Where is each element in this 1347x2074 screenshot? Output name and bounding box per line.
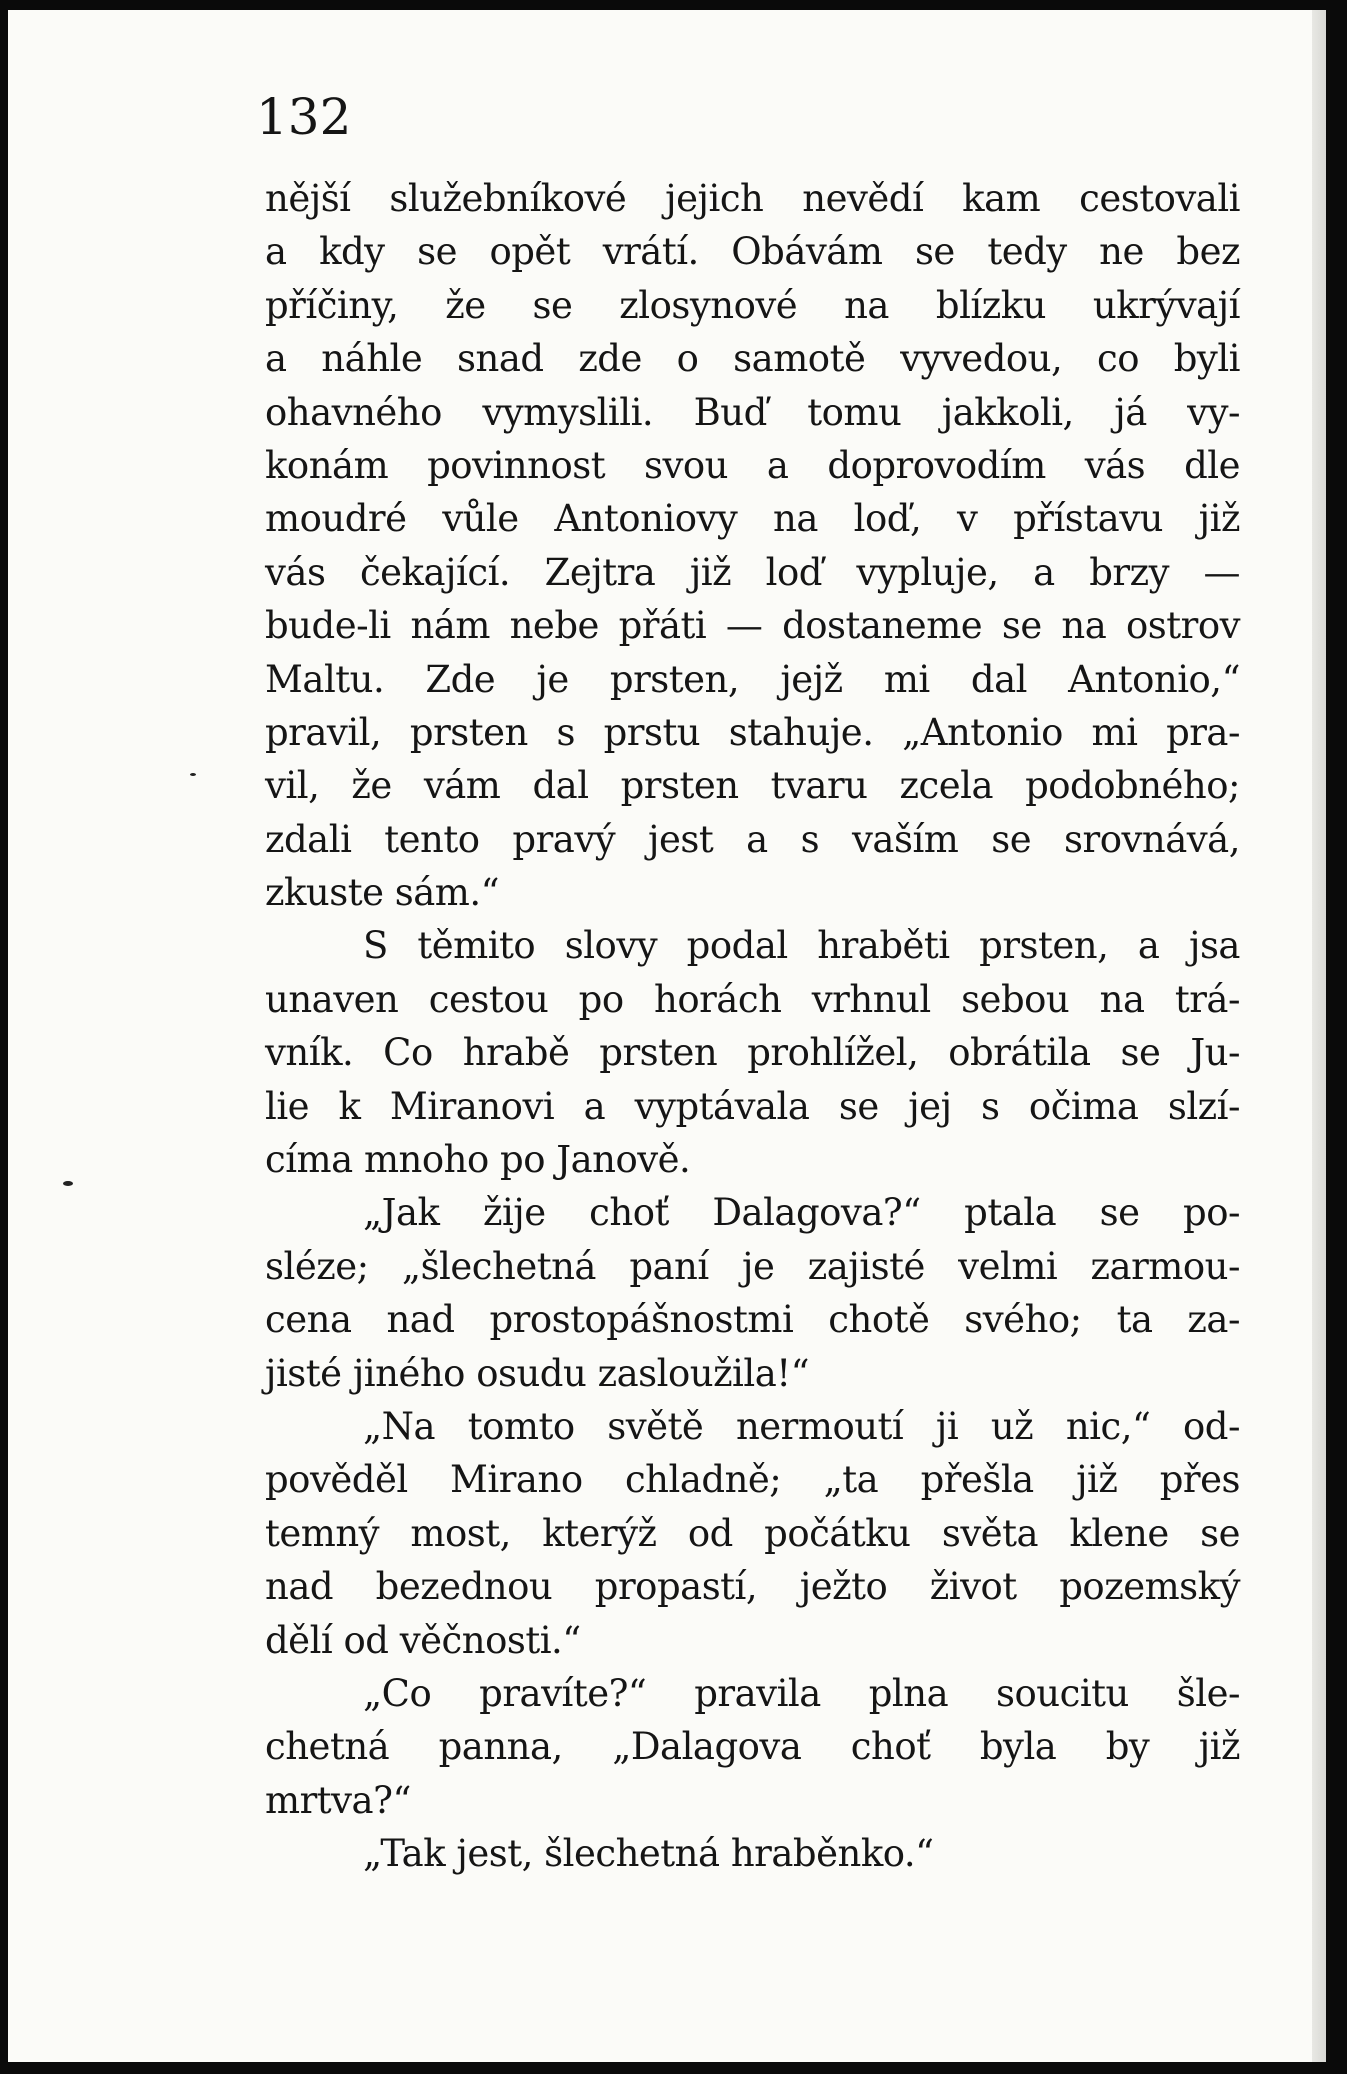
page-number: 132 [256,88,352,146]
text-line: a kdy se opět vrátí. Obávám se tedy ne bez [265,230,1240,274]
text-line: chetná panna, „Dalagova choť byla by již [265,1725,1240,1769]
text-line: „Jak žije choť Dalagova?“ ptala se po- [363,1191,1240,1235]
text-line: sléze; „šlechetná paní je zajisté velmi zarmou- [265,1244,1240,1288]
text-line: pravil, prsten s prstu stahuje. „Antonio mi pra- [265,710,1240,754]
print-speck [190,773,196,776]
text-line: moudré vůle Antoniovy na loď, v přístavu již [265,497,1240,541]
text-line: jisté jiného osudu zasloužila!“ [265,1351,810,1395]
print-speck [63,1181,73,1186]
text-line: vil, že vám dal prsten tvaru zcela podobného; [265,764,1240,808]
text-line: a náhle snad zde o samotě vyvedou, co byli [265,337,1240,381]
text-line: zdali tento pravý jest a s vaším se srovnává, [265,817,1240,861]
text-line: bude-li nám nebe přáti — dostaneme se na ostrov [265,604,1240,648]
text-line: zkuste sám.“ [265,871,500,915]
page-edge [1312,10,1326,2062]
text-line: Maltu. Zde je prsten, jejž mi dal Antonio,“ [265,657,1240,701]
text-line: nější služebníkové jejich nevědí kam cestovali [265,177,1240,220]
text-line: vník. Co hrabě prsten prohlížel, obrátila se Ju- [265,1031,1240,1075]
text-line: „Na tomto světě nermoutí ji už nic,“ od- [363,1404,1240,1448]
text-line: mrtva?“ [265,1778,411,1822]
text-line: ohavného vymyslili. Buď tomu jakkoli, já vy- [265,390,1240,434]
text-line: „Co pravíte?“ pravila plna soucitu šle- [363,1671,1240,1715]
text-line: cena nad prostopášnostmi chotě svého; ta za- [265,1298,1240,1342]
text-line: nad bezednou propastí, ježto život pozemský [265,1565,1240,1609]
text-line: vás čekající. Zejtra již loď vypluje, a brzy — [265,550,1240,594]
text-line: dělí od věčnosti.“ [265,1618,581,1662]
body-text [265,172,1240,1881]
text-line: „Tak jest, šlechetná hraběnko.“ [363,1832,934,1876]
text-line: címa mnoho po Janově. [265,1138,691,1182]
text-line: pověděl Mirano chladně; „ta přešla již přes [265,1458,1240,1502]
text-line: příčiny, že se zlosynové na blízku ukrývají [265,283,1240,327]
text-line: temný most, kterýž od počátku světa klene se [265,1511,1240,1555]
text-line: unaven cestou po horách vrhnul sebou na trá- [265,977,1240,1021]
text-line: S těmito slovy podal hraběti prsten, a jsa [363,924,1240,968]
text-line: konám povinnost svou a doprovodím vás dle [265,443,1240,487]
text-line: lie k Miranovi a vyptávala se jej s očima slzí- [265,1084,1240,1128]
